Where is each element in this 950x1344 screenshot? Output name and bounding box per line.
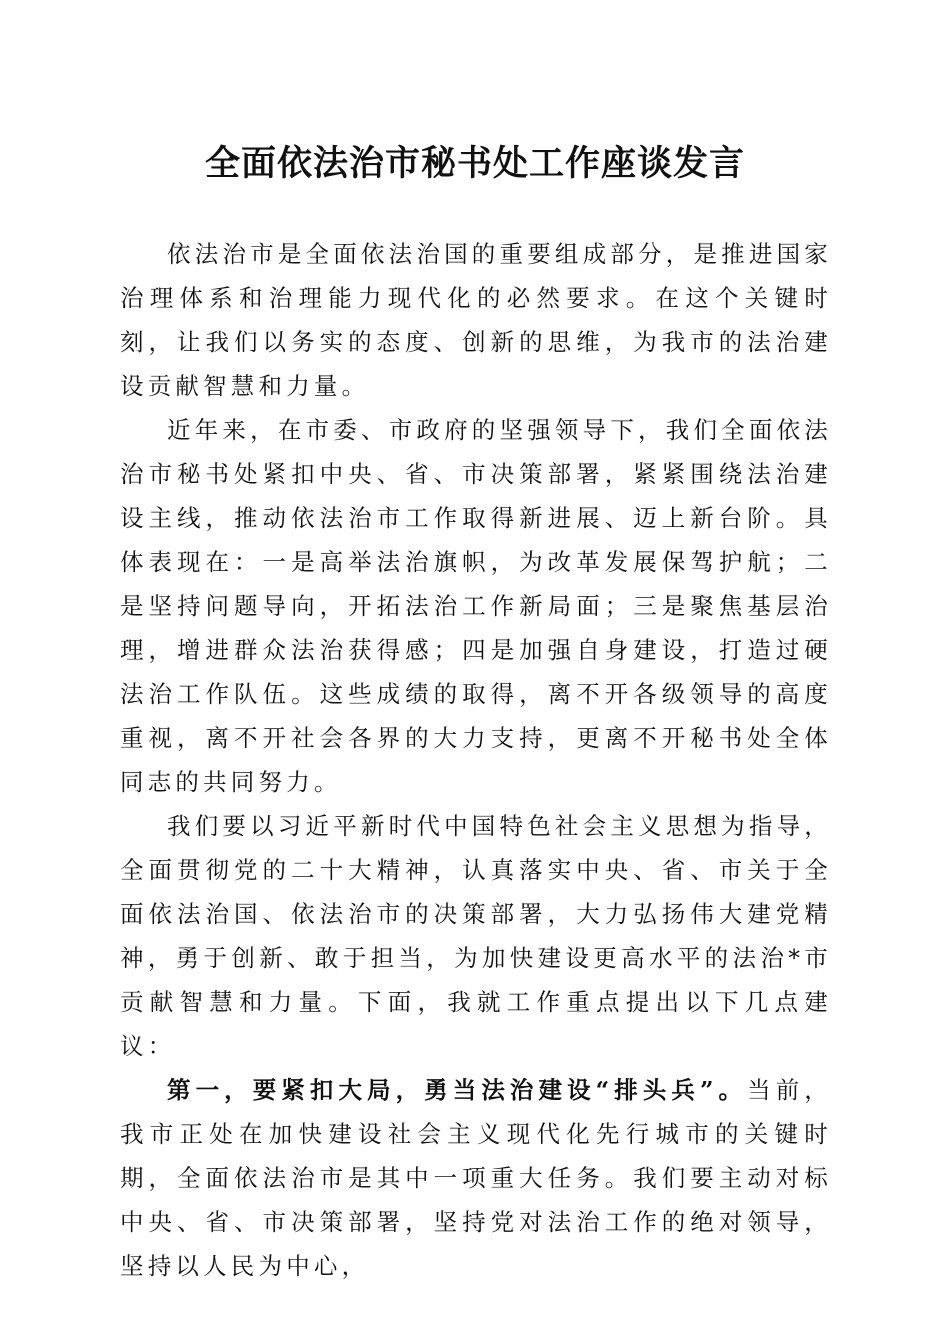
paragraph-2	[120, 408, 832, 804]
paragraph-3	[120, 804, 832, 1068]
paragraph-text: 我们要以习近平新时代中国特色社会主义思想为指导，全面贯彻党的二十大精神，认真落实中央、省、市关于全面依法治国、依法治市的决策部署，大力弘扬伟大建党精神，勇于创新、敢于担当，为加快建设更高水平的法治*市贡献智慧和力量。下面，我就工作重点提出以下几点建议：	[120, 812, 832, 1060]
paragraph-text: 近年来，在市委、市政府的坚强领导下，我们全面依法治市秘书处紧扣中央、省、市决策部署，紧紧围绕法治建设主线，推动依法治市工作取得新进展、迈上新台阶。具体表现在：一是高举法治旗帜，为改革发展保驾护航；二是坚持问题导向，开拓法治工作新局面；三是聚焦基层治理，增进群众法治获得感；四是加强自身建设，打造过硬法治工作队伍。这些成绩的取得，离不开各级领导的高度重视，离不开社会各界的大力支持，更离不开秘书处全体同志的共同努力。	[120, 416, 832, 796]
document-title: 全面依法治市秘书处工作座谈发言	[204, 143, 745, 184]
paragraph-lead: 第一，要紧扣大局，勇当法治建设“排头兵”。	[167, 1076, 748, 1104]
paragraph-text: 当前，我市正处在加快建设社会主义现代化先行城市的关键时期，全面依法治市是其中一项重大任务。我们要主动对标中央、省、市决策部署，坚持党对法治工作的绝对领导，坚持以人民为中心，	[120, 1076, 832, 1280]
paragraph-4	[120, 1068, 832, 1288]
paragraph-1	[120, 232, 832, 408]
paragraph-text: 依法治市是全面依法治国的重要组成部分，是推进国家治理体系和治理能力现代化的必然要求。在这个关键时刻，让我们以务实的态度、创新的思维，为我市的法治建设贡献智慧和力量。	[120, 240, 832, 400]
document-body	[120, 232, 832, 1288]
